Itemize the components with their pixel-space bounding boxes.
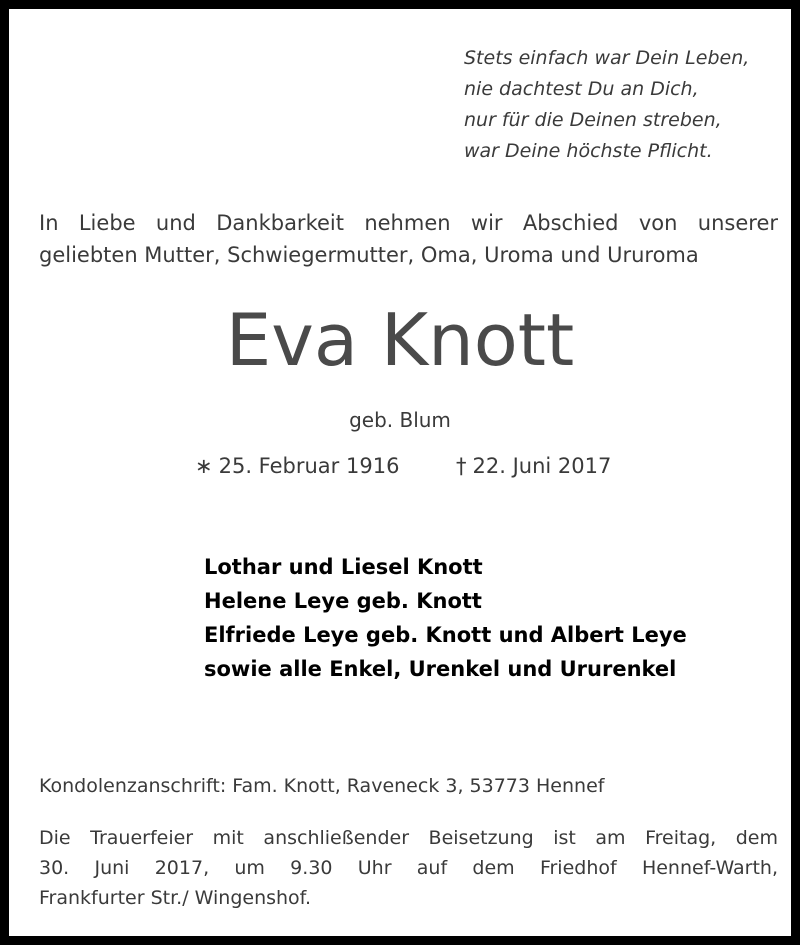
birth-date-group — [195, 451, 399, 481]
mourner-line: sowie alle Enkel, Urenkel und Ururenkel — [204, 657, 677, 681]
poem — [464, 43, 749, 167]
maiden-name: geb. Blum — [349, 408, 451, 432]
ceremony-line: 30. Juni 2017, um 9.30 Uhr auf dem Friedhof Hennef-Warth, — [39, 857, 778, 879]
condolence-address: Kondolenzanschrift: Fam. Knott, Raveneck 3, 53773 Hennef — [39, 775, 605, 797]
death-cross-icon: † — [456, 454, 467, 478]
deceased-name: Eva Knott — [225, 298, 575, 382]
mourner-line: Helene Leye geb. Knott — [204, 589, 482, 613]
ceremony-line: Frankfurter Str./ Wingenshof. — [39, 887, 312, 909]
ceremony-info — [39, 823, 778, 913]
mourner-line: Elfriede Leye geb. Knott und Albert Leye — [204, 623, 687, 647]
ceremony-line: Die Trauerfeier mit anschließender Beisetzung ist am Freitag, dem — [39, 827, 778, 849]
life-dates — [9, 451, 800, 481]
intro-line: geliebten Mutter, Schwiegermutter, Oma, Uroma und Ururoma — [39, 243, 699, 267]
poem-line: Stets einfach war Dein Leben, — [464, 47, 750, 69]
death-date: 22. Juni 2017 — [472, 454, 612, 478]
intro-line: In Liebe und Dankbarkeit nehmen wir Abschied von unserer — [39, 211, 778, 235]
intro-text — [39, 207, 778, 271]
poem-line: war Deine höchste Pflicht. — [464, 140, 713, 162]
mourners-list — [204, 550, 687, 686]
birth-star-icon: ∗ — [195, 454, 213, 478]
poem-line: nur für die Deinen streben, — [464, 109, 722, 131]
death-date-group — [456, 451, 611, 481]
poem-line: nie dachtest Du an Dich, — [464, 78, 699, 100]
mourner-line: Lothar und Liesel Knott — [204, 555, 483, 579]
birth-date: 25. Februar 1916 — [218, 454, 400, 478]
